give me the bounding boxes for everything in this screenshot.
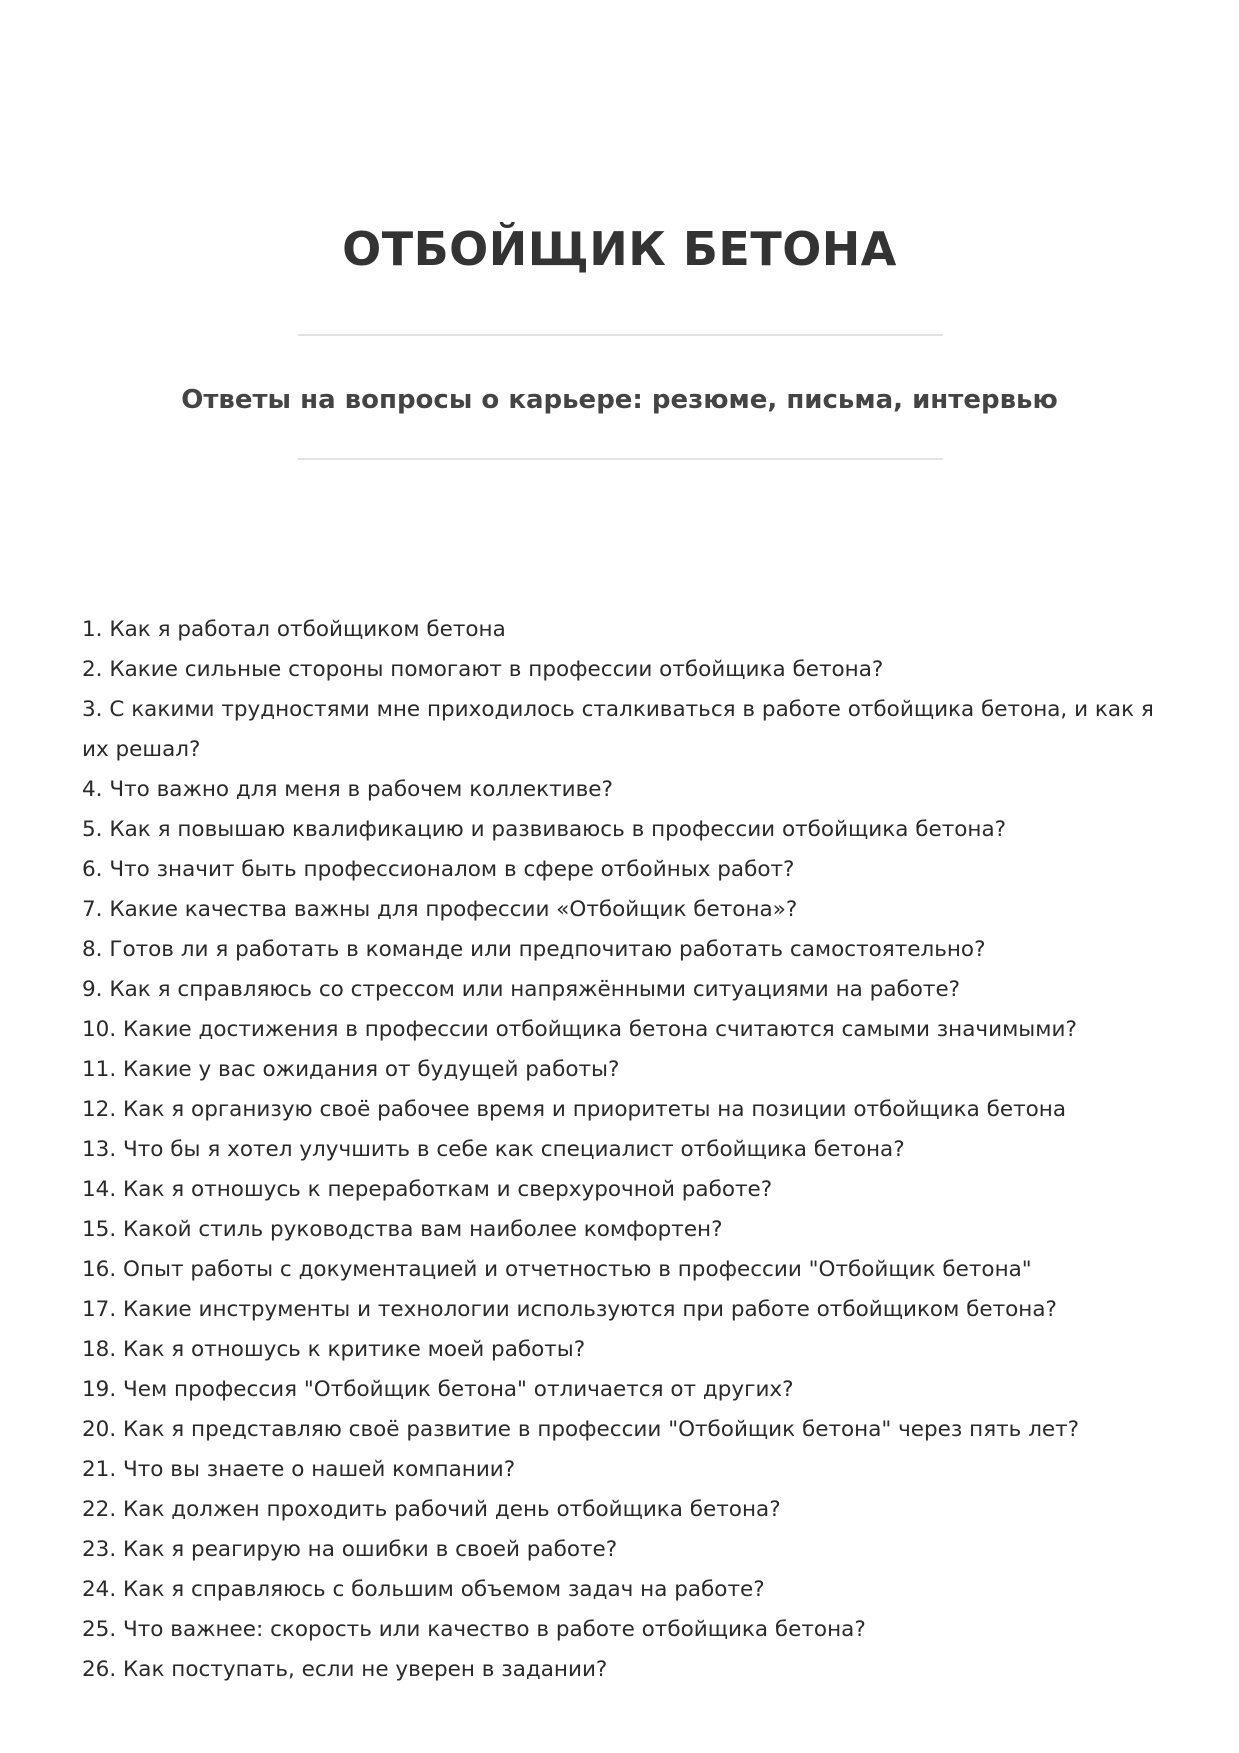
list-item: 21. Что вы знаете о нашей компании?	[82, 1457, 516, 1482]
list-item: 15. Какой стиль руководства вам наиболее комфортен?	[82, 1217, 723, 1242]
page-subtitle: Ответы на вопросы о карьере: резюме, письма, интервью	[181, 385, 1058, 415]
questions-list	[82, 610, 1162, 1690]
divider-top	[298, 334, 943, 336]
list-item: 5. Как я повышаю квалификацию и развиваюсь в профессии отбойщика бетона?	[82, 817, 1007, 842]
list-item: 1. Как я работал отбойщиком бетона	[82, 617, 506, 642]
list-item: 24. Как я справляюсь с большим объемом задач на работе?	[82, 1577, 765, 1602]
list-item: 18. Как я отношусь к критике моей работы?	[82, 1337, 586, 1362]
list-item: 26. Как поступать, если не уверен в задании?	[82, 1657, 608, 1682]
list-item: 10. Какие достижения в профессии отбойщика бетона считаются самыми значимыми?	[82, 1017, 1077, 1042]
list-item: 19. Чем профессия "Отбойщик бетона" отличается от других?	[82, 1377, 794, 1402]
list-item: 4. Что важно для меня в рабочем коллективе?	[82, 777, 613, 802]
list-item: 23. Как я реагирую на ошибки в своей работе?	[82, 1537, 618, 1562]
list-item: 12. Как я организую своё рабочее время и приоритеты на позиции отбойщика бетона	[82, 1097, 1067, 1122]
list-item: 7. Какие качества важны для профессии «Отбойщик бетона»?	[82, 897, 798, 922]
list-item: 3. С какими трудностями мне приходилось сталкиваться в работе отбойщика бетона, и как я их решал?	[82, 697, 1154, 762]
list-item: 9. Как я справляюсь со стрессом или напряжёнными ситуациями на работе?	[82, 977, 961, 1002]
list-item: 22. Как должен проходить рабочий день отбойщика бетона?	[82, 1497, 781, 1522]
list-item: 20. Как я представляю своё развитие в профессии "Отбойщик бетона" через пять лет?	[82, 1417, 1080, 1442]
page-title: ОТБОЙЩИК БЕТОНА	[342, 221, 897, 276]
divider-bottom	[298, 458, 943, 460]
list-item: 25. Что важнее: скорость или качество в работе отбойщика бетона?	[82, 1617, 866, 1642]
list-item: 8. Готов ли я работать в команде или предпочитаю работать самостоятельно?	[82, 937, 986, 962]
list-item: 17. Какие инструменты и технологии используются при работе отбойщиком бетона?	[82, 1297, 1057, 1322]
list-item: 2. Какие сильные стороны помогают в профессии отбойщика бетона?	[82, 657, 884, 682]
list-item: 13. Что бы я хотел улучшить в себе как специалист отбойщика бетона?	[82, 1137, 905, 1162]
list-item: 6. Что значит быть профессионалом в сфере отбойных работ?	[82, 857, 795, 882]
list-item: 14. Как я отношусь к переработкам и сверхурочной работе?	[82, 1177, 773, 1202]
list-item: 16. Опыт работы с документацией и отчетностью в профессии "Отбойщик бетона"	[82, 1257, 1032, 1282]
list-item: 11. Какие у вас ожидания от будущей работы?	[82, 1057, 620, 1082]
